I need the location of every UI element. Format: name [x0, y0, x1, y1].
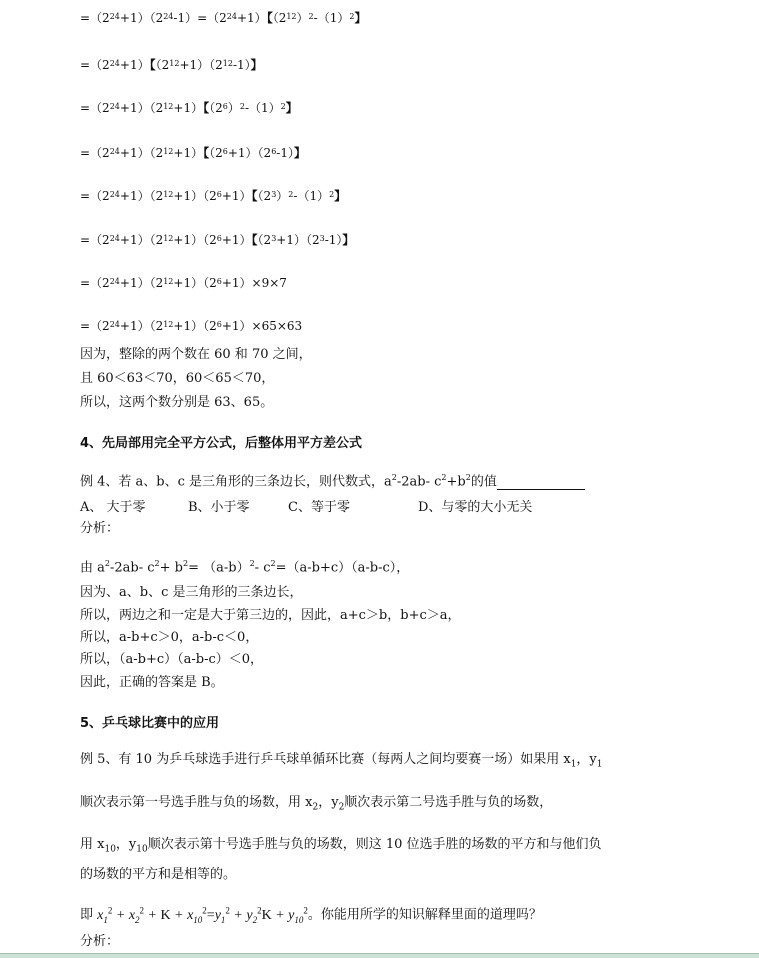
option-d: D、与零的大小无关: [418, 500, 533, 515]
example-4-question: 例 4、若 a、b、c 是三角形的三条边长，则代数式，$a^2-2ab-$ $c^2+b^2$的值: [80, 470, 585, 490]
option-a: A、 大于零: [80, 500, 146, 515]
analysis-label: 分析：: [80, 521, 120, 536]
equation-line-1: $=(2^{24}+1)(2^{24}-1)=(2^{24}+1)$【$(2^{12})^2-(1)^2$】: [80, 11, 367, 25]
equation-line-2: $=(2^{24}+1)$【$(2^{12}+1)(2^{12}-1)$】: [80, 58, 263, 72]
equation-line-4: $=(2^{24}+1)(2^{12}+1)$【$(2^6+1)(2^6-1)$】: [80, 146, 306, 160]
reasoning-line: 所以，a-b+c＞0，a-b-c＜0，: [80, 630, 259, 645]
equation-line-6: $=(2^{24}+1)(2^{12}+1)(2^6+1)$【$(2^3+1)(2^3-1)$】: [80, 233, 355, 247]
option-c: C、等于零: [288, 500, 350, 515]
reasoning-line: 因此，正确的答案是 B。: [80, 675, 224, 690]
example-5-line-4: 的场数的平方和是相等的。: [80, 867, 237, 882]
reasoning-line: 所以，两边之和一定是大于第三边的，因此，a+c＞b，b+c＞a，: [80, 608, 461, 623]
equation-line-5: $=(2^{24}+1)(2^{12}+1)(2^6+1)$【$(2^3)^2-(1)^2$】: [80, 189, 347, 203]
reasoning-line: 因为、a、b、c 是三角形的三条边长，: [80, 585, 303, 600]
derivation-line: 由 $a^2-2ab-$ $c^2+ b^2= (a-b)^2-$ $c^2=(a-b+c)(a-b-c)$，: [80, 559, 410, 576]
section-5-heading: 5、乒乓球比赛中的应用: [80, 716, 220, 731]
answer-blank: [497, 476, 585, 490]
option-b: B、小于零: [188, 500, 250, 515]
example-5-line-2: 顺次表示第一号选手胜与负的场数，用 $x_2$，$y_2$顺次表示第二号选手胜与负的场数，: [80, 795, 553, 813]
equation-line-7: $=(2^{24}+1)(2^{12}+1)(2^6+1)\times 9\times 7$: [80, 276, 287, 290]
example-5-line-1: 例 5、有 10 为乒乓球选手进行乒乓球单循环比赛（每两人之间均要赛一场）如果用 $x_1$，$y_1$: [80, 752, 603, 770]
section-4-heading: 4、先局部用完全平方公式，后整体用平方差公式: [80, 436, 363, 451]
page-bottom-border: [0, 953, 759, 958]
example-5-equation: 即 $x_1^2 + x_2^2 + K + x_{10}^2=y_1^2 + y_2^2K + y_{10}^2$。你能用所学的知识解释里面的道理吗？: [80, 905, 542, 925]
reasoning-line: 所以，（a-b+c）（a-b-c）＜0，: [80, 652, 264, 667]
answer-options: [80, 500, 680, 516]
conclusion-line: 所以，这两个数分别是 63、65。: [80, 395, 274, 410]
conclusion-line: 因为，整除的两个数在 60 和 70 之间，: [80, 347, 312, 362]
equation-line-8: $=(2^{24}+1)(2^{12}+1)(2^6+1)\times 65\times 63$: [80, 319, 303, 333]
equation-line-3: $=(2^{24}+1)(2^{12}+1)$【$(2^6)^2-(1)^2$】: [80, 101, 298, 115]
example-5-line-3: 用 $x_{10}$，$y_{10}$顺次表示第十号选手胜与负的场数，则这 10 位选手胜的场数的平方和与他们负: [80, 837, 602, 855]
conclusion-line: 且 60＜63＜70，60＜65＜70，: [80, 371, 275, 386]
analysis-label-5: 分析：: [80, 934, 120, 949]
